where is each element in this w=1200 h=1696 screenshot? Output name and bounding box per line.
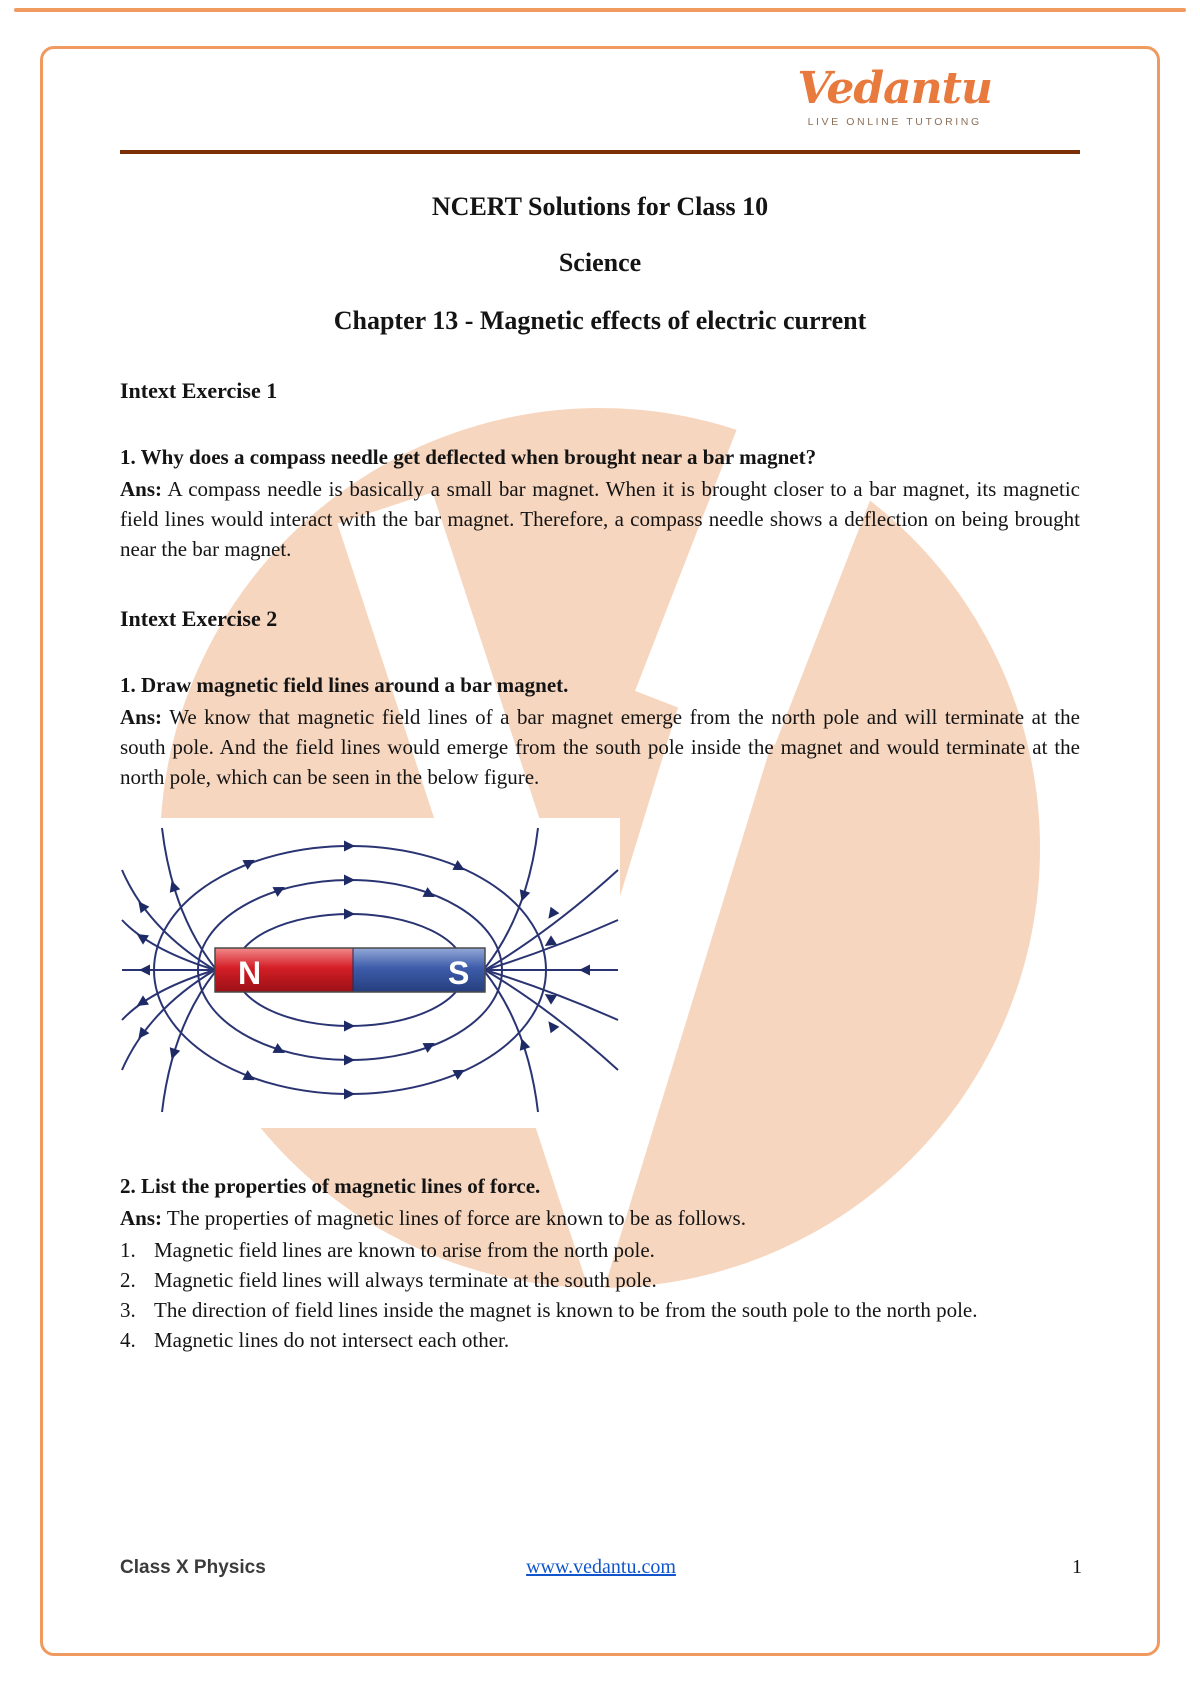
page-number: 1 bbox=[1072, 1556, 1083, 1578]
ex1-answer-1-text: A compass needle is basically a small bar magnet. When it is brought closer to a bar magnet, its magnetic field lines would interact with the bar magnet. Therefore, a compass needle shows a deflection on being brought near the bar magnet. bbox=[120, 477, 1080, 561]
intext-exercise-1-heading: Intext Exercise 1 bbox=[120, 378, 278, 403]
ans-label: Ans: bbox=[120, 1206, 163, 1230]
bar-magnet bbox=[215, 948, 485, 992]
ans-label: Ans: bbox=[120, 477, 163, 501]
list-item bbox=[120, 1265, 1080, 1295]
list-item-number: 3. bbox=[120, 1298, 136, 1322]
south-pole-label: S bbox=[448, 955, 470, 991]
list-item bbox=[120, 1235, 1080, 1265]
list-item-number: 4. bbox=[120, 1328, 136, 1352]
list-item-number: 1. bbox=[120, 1238, 136, 1262]
page-title: NCERT Solutions for Class 10 bbox=[431, 192, 769, 221]
footer-link-wrap bbox=[441, 1556, 762, 1579]
document-body bbox=[120, 178, 1080, 1355]
list-item-number: 2. bbox=[120, 1268, 136, 1292]
list-item-text: Magnetic lines do not intersect each other. bbox=[154, 1328, 510, 1352]
vedantu-logo-text: Vedantu bbox=[797, 63, 992, 114]
ex2-answer-1 bbox=[120, 702, 1080, 792]
list-item-text: Magnetic field lines will always terminate at the south pole. bbox=[154, 1268, 657, 1292]
vedantu-tagline: LIVE ONLINE TUTORING bbox=[807, 116, 982, 129]
magnet-field-figure bbox=[120, 818, 1080, 1133]
page-footer bbox=[120, 1556, 1082, 1579]
bar-magnet-field-lines-diagram bbox=[120, 818, 620, 1128]
top-accent-rule bbox=[14, 8, 1186, 12]
ex2-answer-2-intro-text: The properties of magnetic lines of force are known to be as follows. bbox=[166, 1206, 746, 1230]
list-item bbox=[120, 1325, 1080, 1355]
subject-title: Science bbox=[558, 248, 642, 277]
list-item-text: Magnetic field lines are known to arise from the north pole. bbox=[154, 1238, 655, 1262]
footer-link[interactable]: www.vedantu.com bbox=[526, 1556, 676, 1578]
ex2-question-2: 2. List the properties of magnetic lines of force. bbox=[120, 1174, 541, 1198]
intext-exercise-2-heading: Intext Exercise 2 bbox=[120, 606, 278, 631]
north-pole-label: N bbox=[238, 955, 262, 991]
footer-course-label: Class X Physics bbox=[120, 1557, 266, 1578]
header-divider bbox=[120, 150, 1080, 154]
ex2-answer-2-intro bbox=[120, 1203, 1080, 1233]
ex1-answer-1 bbox=[120, 474, 1080, 564]
ex2-question-1: 1. Draw magnetic field lines around a bar magnet. bbox=[120, 673, 569, 697]
vedantu-logo bbox=[797, 63, 992, 129]
chapter-title: Chapter 13 - Magnetic effects of electric current bbox=[333, 306, 867, 335]
list-item-text: The direction of field lines inside the magnet is known to be from the south pole to the north pole. bbox=[154, 1298, 978, 1322]
properties-list bbox=[120, 1235, 1080, 1355]
ex1-question-1: 1. Why does a compass needle get deflected when brought near a bar magnet? bbox=[120, 445, 817, 469]
list-item bbox=[120, 1295, 1080, 1325]
ex2-answer-1-text: We know that magnetic field lines of a bar magnet emerge from the north pole and will terminate at the south pole. And the field lines would emerge from the south pole inside the magnet and would terminate at the north pole, which can be seen in the below figure. bbox=[120, 705, 1080, 789]
ans-label: Ans: bbox=[120, 705, 163, 729]
